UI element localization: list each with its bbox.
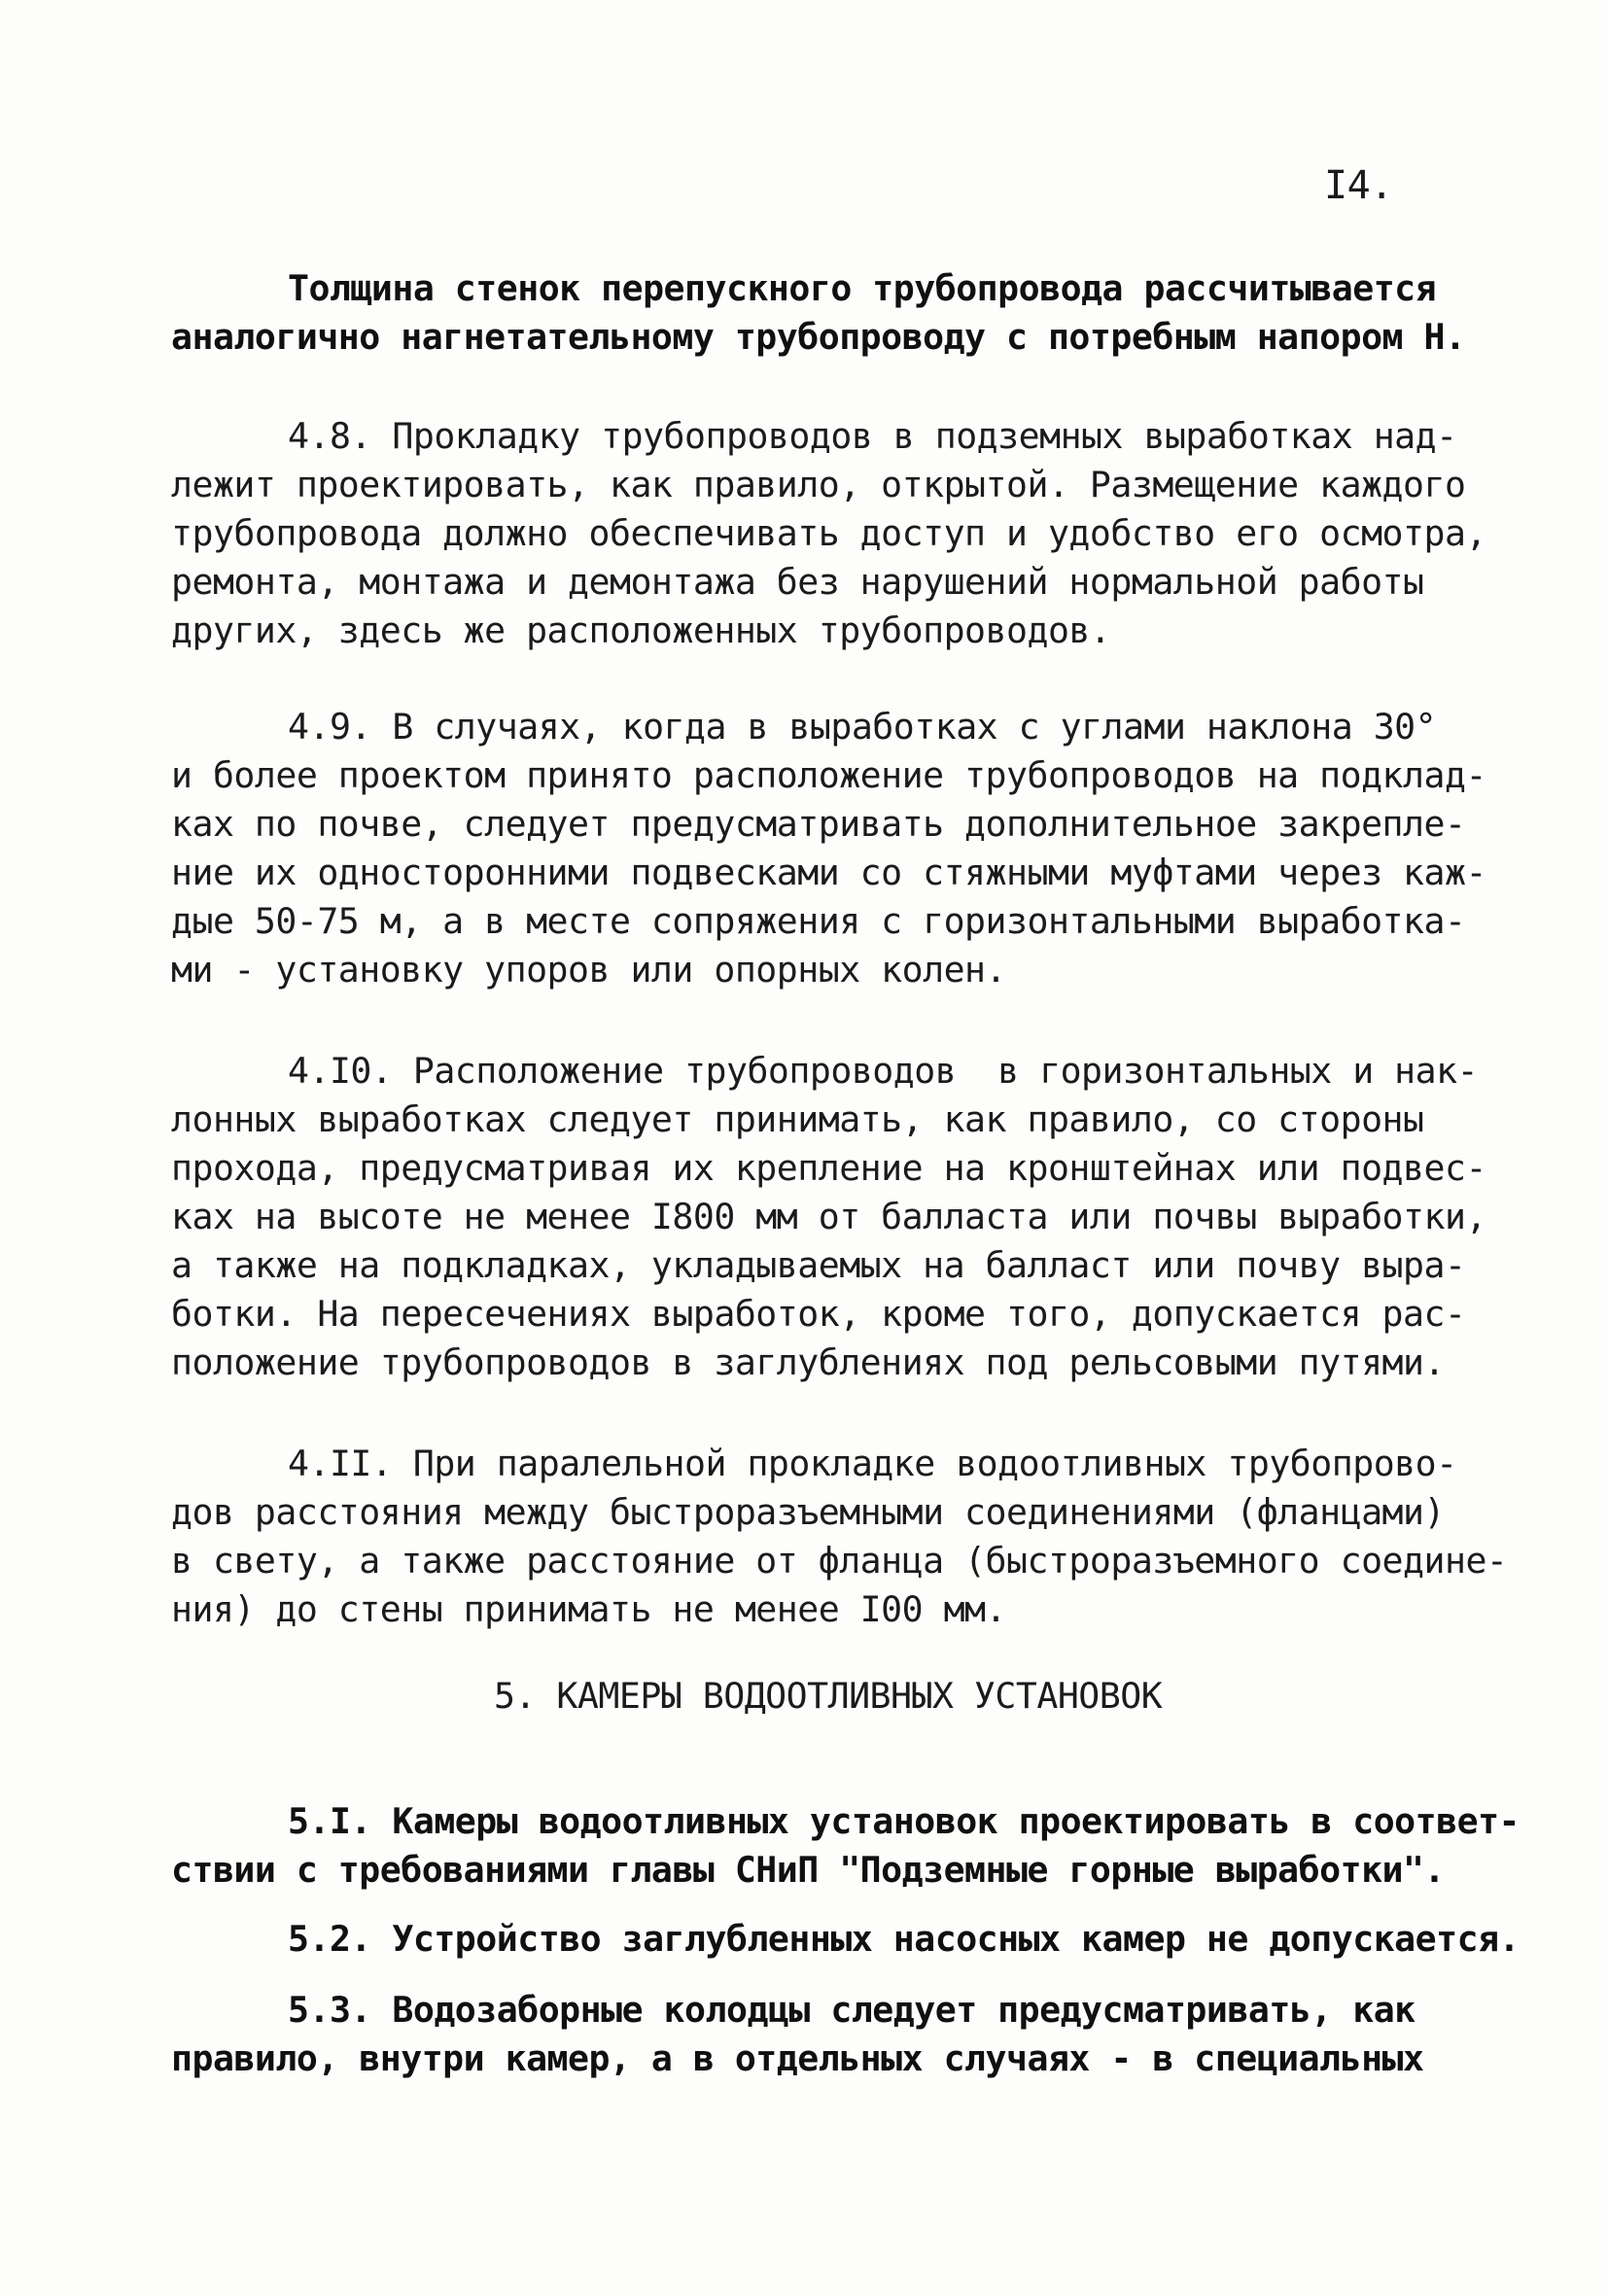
text-line: лежит проектировать, как правило, открытой. Размещение каждого bbox=[171, 464, 1466, 505]
paragraph-4-8 bbox=[171, 412, 1486, 655]
text-line: ния) до стены принимать не менее I00 мм. bbox=[171, 1588, 1006, 1630]
text-line: 4.II. При паралельной прокладке водоотливных трубопрово- bbox=[288, 1443, 1457, 1484]
text-line: ботки. На пересечениях выработок, кроме того, допускается рас- bbox=[171, 1293, 1466, 1335]
text-line: лонных выработках следует принимать, как правило, со стороны bbox=[171, 1098, 1424, 1140]
text-line: Толщина стенок перепускного трубопровода рассчитывается bbox=[288, 267, 1437, 309]
text-line: аналогично нагнетательному трубопроводу с потребным напором Н. bbox=[171, 316, 1466, 358]
text-line: правило, внутри камер, а в отдельных случаях - в специальных bbox=[171, 2037, 1424, 2079]
text-line: ках на высоте не менее I800 мм от балласта или почвы выработки, bbox=[171, 1196, 1486, 1237]
text-line: в свету, а также расстояние от фланца (быстроразъемного соедине- bbox=[171, 1540, 1508, 1582]
text-line: положение трубопроводов в заглублениях под рельсовыми путями. bbox=[171, 1341, 1445, 1383]
paragraph-intro bbox=[171, 264, 1466, 362]
text-line: дов расстояния между быстроразъемными соединениями (фланцами) bbox=[171, 1491, 1445, 1533]
text-line: а также на подкладках, укладываемых на балласт или почву выра- bbox=[171, 1244, 1466, 1286]
text-line: 5.3. Водозаборные колодцы следует предусматривать, как bbox=[288, 1989, 1416, 2031]
text-line: ствии с требованиями главы СНиП "Подземные горные выработки". bbox=[171, 1849, 1445, 1891]
paragraph-5-2 bbox=[171, 1915, 1521, 1964]
paragraph-4-10 bbox=[171, 1047, 1486, 1387]
text-line: дые 50-75 м, а в месте сопряжения с горизонтальными выработка- bbox=[171, 900, 1466, 942]
paragraph-4-9 bbox=[171, 703, 1486, 994]
text-line: ми - установку упоров или опорных колен. bbox=[171, 949, 1006, 991]
text-line: прохода, предусматривая их крепление на кронштейнах или подвес- bbox=[171, 1147, 1486, 1189]
text-line: 4.9. В случаях, когда в выработках с углами наклона 30° bbox=[288, 706, 1437, 748]
paragraph-5-1 bbox=[171, 1797, 1521, 1895]
section-heading: 5. КАМЕРЫ ВОДООТЛИВНЫХ УСТАНОВОК bbox=[494, 1675, 1163, 1717]
text-line: 5.2. Устройство заглубленных насосных камер не допускается. bbox=[288, 1918, 1521, 1960]
text-line: 5.I. Камеры водоотливных установок проектировать в соответ- bbox=[288, 1800, 1521, 1842]
text-line: ремонта, монтажа и демонтажа без нарушений нормальной работы bbox=[171, 561, 1424, 603]
text-line: и более проектом принято расположение трубопроводов на подклад- bbox=[171, 754, 1486, 796]
paragraph-5-3 bbox=[171, 1986, 1445, 2083]
text-line: других, здесь же расположенных трубопроводов. bbox=[171, 609, 1111, 651]
text-line: ние их односторонними подвесками со стяжными муфтами через каж- bbox=[171, 852, 1486, 893]
paragraph-4-11 bbox=[171, 1440, 1508, 1634]
text-line: 4.8. Прокладку трубопроводов в подземных выработках над- bbox=[288, 415, 1457, 457]
text-line: 4.I0. Расположение трубопроводов в горизонтальных и нак- bbox=[288, 1050, 1479, 1092]
text-line: трубопровода должно обеспечивать доступ и удобство его осмотра, bbox=[171, 512, 1486, 554]
page-number: I4. bbox=[1324, 163, 1393, 208]
text-line: ках по почве, следует предусматривать дополнительное закрепле- bbox=[171, 803, 1466, 845]
